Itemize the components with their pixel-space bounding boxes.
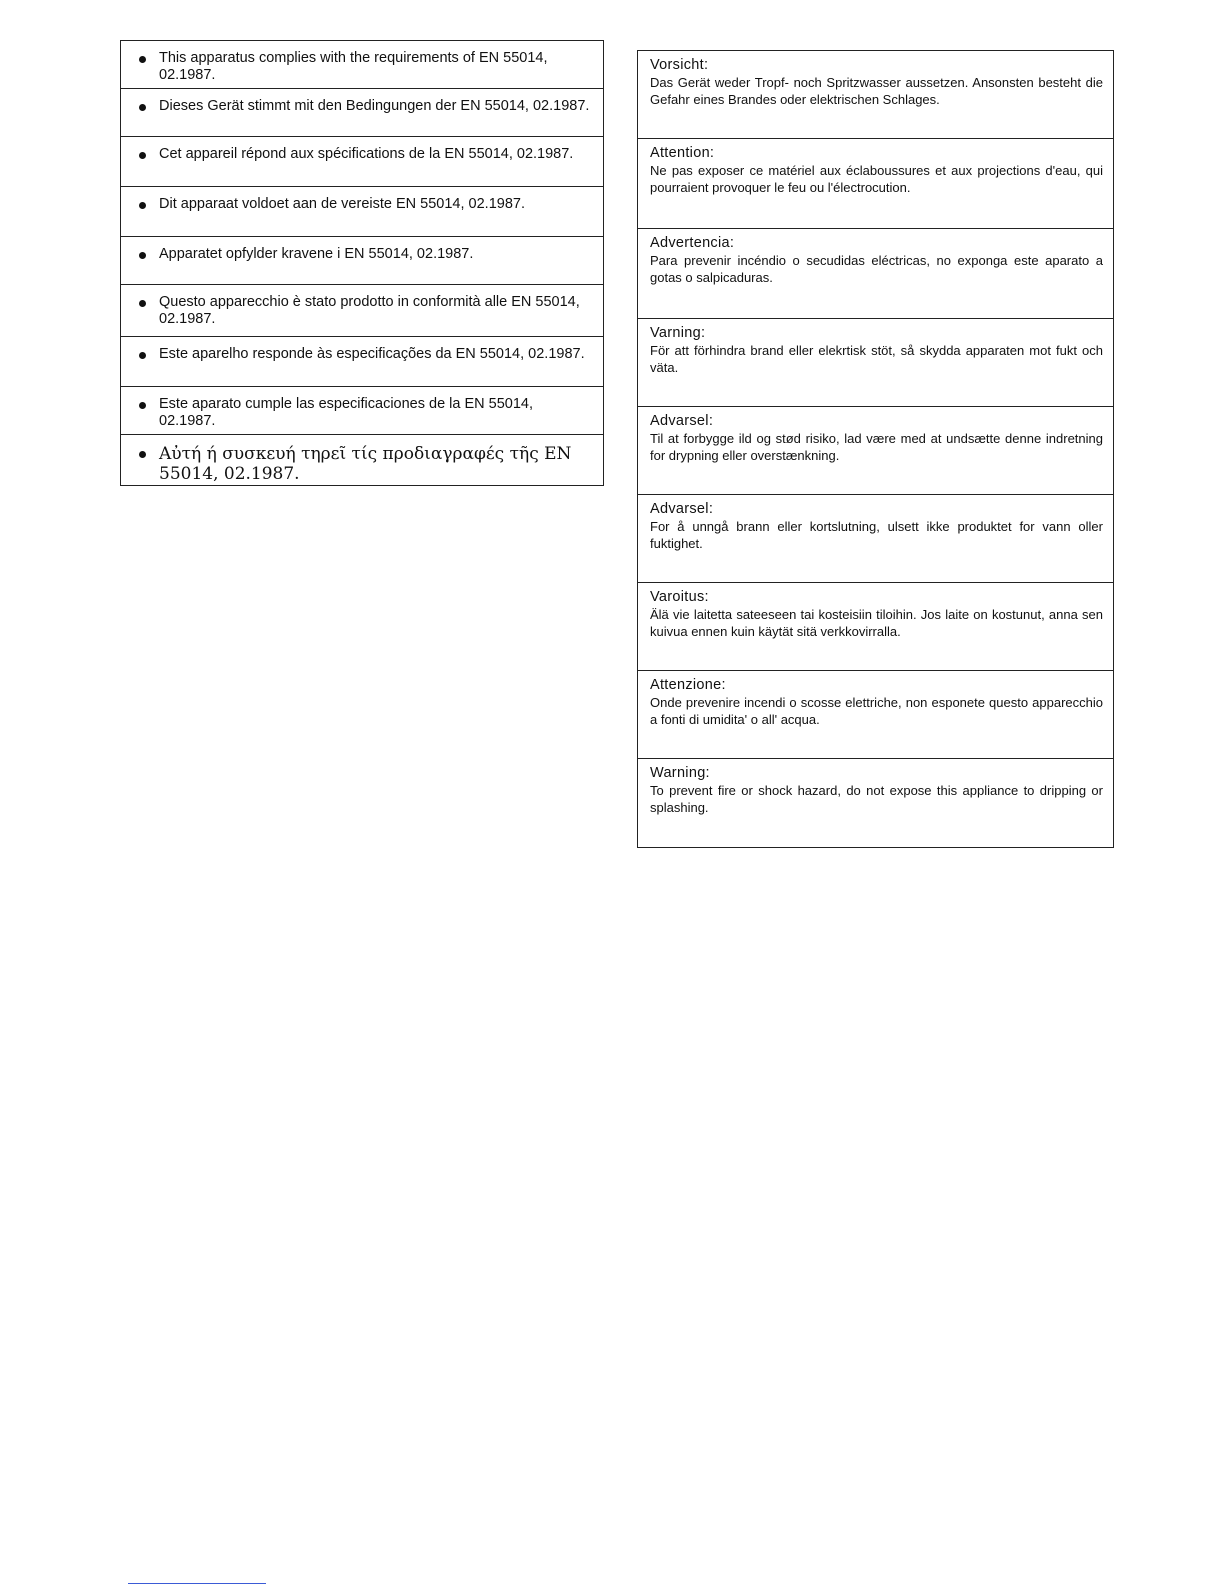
compliance-item (121, 337, 603, 387)
compliance-text: Dieses Gerät stimmt mit den Bedingungen der EN 55014, 02.1987. (159, 98, 590, 114)
warning-item (638, 759, 1113, 847)
compliance-text: Cet appareil répond aux spécifications de la EN 55014, 02.1987. (159, 146, 574, 162)
bullet-icon (139, 152, 146, 159)
warning-text: For å unngå brann eller kortslutning, ulsett ikke produktet for vann oller fuktighet. (650, 519, 1103, 551)
warning-text: Para prevenir incéndio o secudidas eléctricas, no exponga este aparato a gotas o salpicaduras. (650, 253, 1103, 285)
safety-warnings-box (637, 50, 1114, 848)
warning-title: Advarsel: (650, 501, 714, 517)
bullet-icon (139, 104, 146, 111)
warning-text: Älä vie laitetta sateeseen tai kosteisiin tiloihin. Jos laite on kostunut, anna sen kuivua ennen kuin käytät sitä verkkovirralla. (650, 607, 1103, 639)
warning-title: Varning: (650, 325, 706, 341)
warning-title: Vorsicht: (650, 57, 709, 73)
warning-text: Ne pas exposer ce matériel aux éclaboussures et aux projections d'eau, qui pourraient provoquer le feu ou l'électrocution. (650, 163, 1103, 195)
compliance-text: This apparatus complies with the requirements of EN 55014, 02.1987. (159, 50, 548, 83)
footer-underline (128, 1583, 266, 1584)
warning-text: Das Gerät weder Tropf- noch Spritzwasser aussetzen. Ansonsten besteht die Gefahr eines Brandes oder elektrischen Schlages. (650, 75, 1103, 107)
compliance-text: Apparatet opfylder kravene i EN 55014, 02.1987. (159, 246, 474, 262)
warning-text: Onde prevenire incendi o scosse elettriche, non esponete questo apparecchio a fonti di umidita' o all' acqua. (650, 695, 1103, 727)
compliance-item (121, 237, 603, 285)
warning-title: Attention: (650, 145, 715, 161)
warning-title: Attenzione: (650, 677, 726, 693)
compliance-text: Questo apparecchio è stato prodotto in conformità alle EN 55014, 02.1987. (159, 294, 580, 327)
warning-text: Til at forbygge ild og stød risiko, lad være med at undsætte denne indretning for drypning eller overstænkning. (650, 431, 1103, 463)
warning-title: Advertencia: (650, 235, 735, 251)
warning-item (638, 139, 1113, 229)
warning-item (638, 51, 1113, 139)
warning-item (638, 671, 1113, 759)
warning-item (638, 495, 1113, 583)
warning-item (638, 229, 1113, 319)
bullet-icon (139, 451, 146, 458)
bullet-icon (139, 300, 146, 307)
compliance-text: Dit apparaat voldoet aan de vereiste EN 55014, 02.1987. (159, 196, 525, 212)
compliance-item (121, 187, 603, 237)
compliance-item (121, 137, 603, 187)
compliance-text: Αὐτή ή συσκευή τηρεῖ τίς προδιαγραφές τῆς EN 55014, 02.1987. (159, 444, 572, 484)
warning-item (638, 319, 1113, 407)
warning-item (638, 407, 1113, 495)
warning-text: To prevent fire or shock hazard, do not expose this appliance to dripping or splashing. (650, 783, 1103, 815)
compliance-item (121, 435, 603, 485)
compliance-item (121, 41, 603, 89)
bullet-icon (139, 402, 146, 409)
warning-title: Advarsel: (650, 413, 714, 429)
warning-title: Varoitus: (650, 589, 709, 605)
compliance-item (121, 89, 603, 137)
compliance-text: Este aparelho responde às especificações da EN 55014, 02.1987. (159, 346, 585, 362)
bullet-icon (139, 56, 146, 63)
compliance-item (121, 387, 603, 435)
compliance-text: Este aparato cumple las especificaciones de la EN 55014, 02.1987. (159, 396, 533, 429)
warning-item (638, 583, 1113, 671)
bullet-icon (139, 352, 146, 359)
compliance-statements-box (120, 40, 604, 486)
bullet-icon (139, 252, 146, 259)
warning-text: För att förhindra brand eller elekrtisk stöt, så skydda apparaten mot fukt och väta. (650, 343, 1103, 375)
warning-title: Warning: (650, 765, 710, 781)
compliance-item (121, 285, 603, 337)
bullet-icon (139, 202, 146, 209)
